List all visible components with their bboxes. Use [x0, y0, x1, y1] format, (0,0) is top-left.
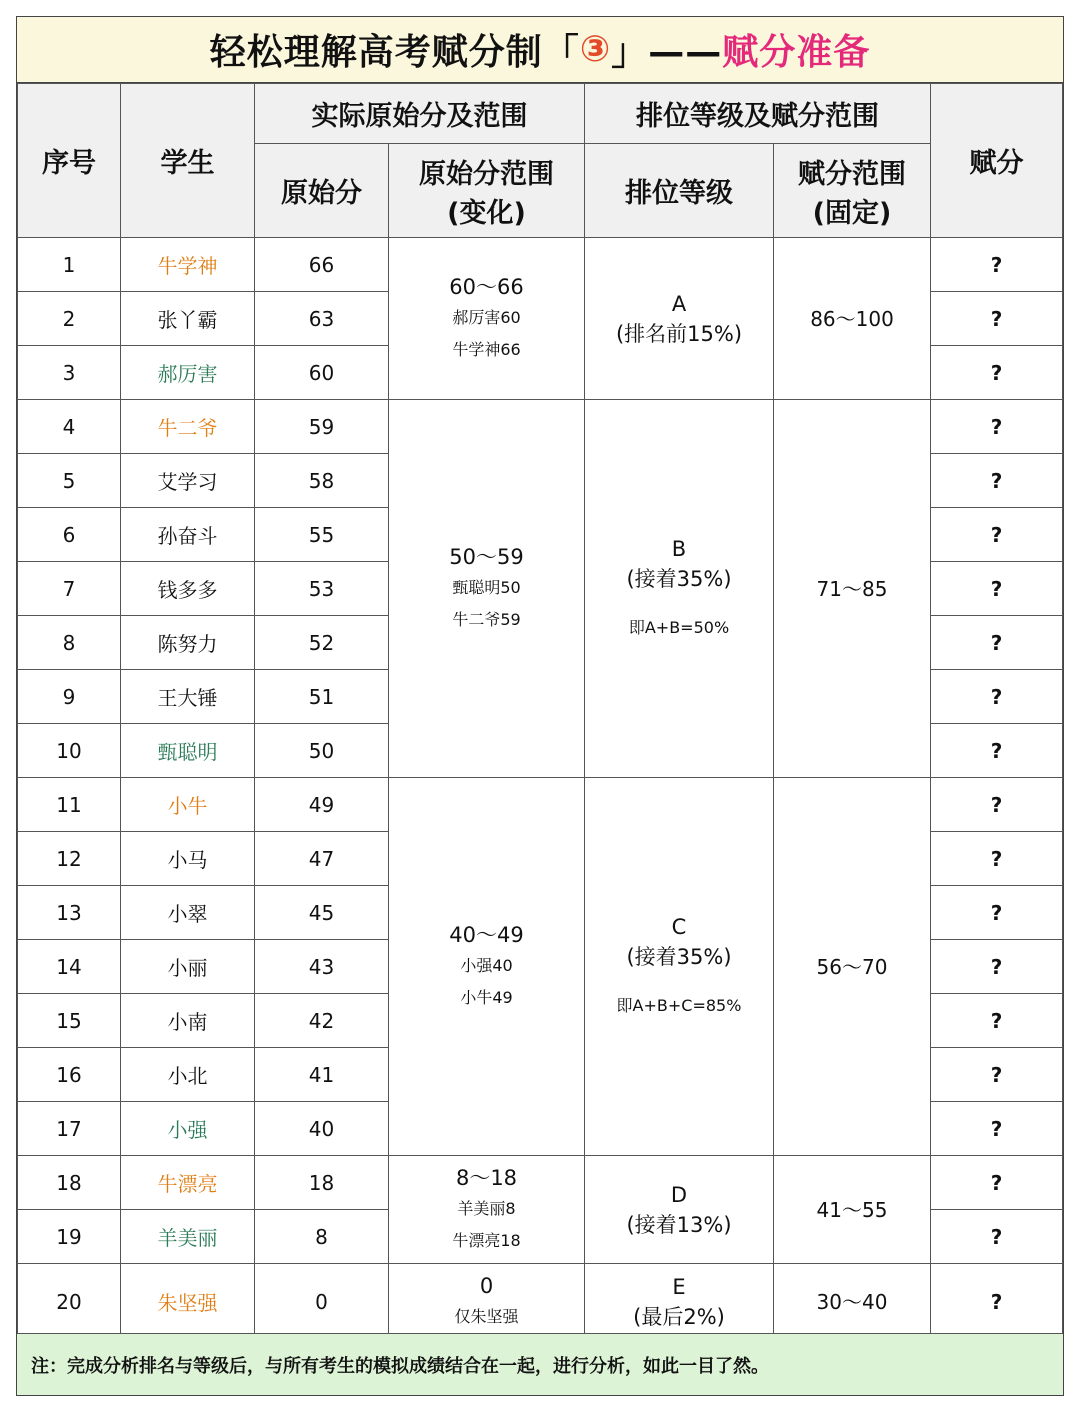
seq-cell: 2 — [18, 292, 121, 346]
grade-cell — [585, 1156, 774, 1264]
seq-cell: 18 — [18, 1156, 121, 1210]
seq-cell: 10 — [18, 724, 121, 778]
seq-cell: 1 — [18, 238, 121, 292]
grade-percent: (接着35%) — [626, 944, 732, 969]
assigned-score: ? — [931, 1210, 1063, 1264]
assigned-score: ? — [931, 778, 1063, 832]
header-rank-group: 排位等级及赋分范围 — [585, 84, 931, 144]
header-raw: 原始分 — [255, 144, 389, 238]
footnote: 注：完成分析排名与等级后，与所有考生的模拟成绩结合在一起，进行分析，如此一目了然。 — [17, 1333, 1063, 1395]
seq-cell: 11 — [18, 778, 121, 832]
grade-letter: B — [671, 536, 687, 561]
assign-range-cell: 56～70 — [774, 778, 931, 1156]
student-name: 张丫霸 — [121, 292, 255, 346]
header-raw-group: 实际原始分及范围 — [255, 84, 585, 144]
assigned-score: ? — [931, 724, 1063, 778]
raw-score: 53 — [255, 562, 389, 616]
grade-cell — [585, 1264, 774, 1340]
raw-range-value: 8～18 — [455, 1165, 518, 1190]
table-row — [18, 400, 1063, 454]
seq-cell: 7 — [18, 562, 121, 616]
seq-cell: 17 — [18, 1102, 121, 1156]
assign-range-cell: 86～100 — [774, 238, 931, 400]
assigned-score: ? — [931, 1102, 1063, 1156]
student-name: 小北 — [121, 1048, 255, 1102]
student-name: 小南 — [121, 994, 255, 1048]
assign-range-cell: 41～55 — [774, 1156, 931, 1264]
score-table — [17, 83, 1063, 1340]
raw-score: 43 — [255, 940, 389, 994]
assigned-score: ? — [931, 994, 1063, 1048]
raw-range-note: 牛二爷59 — [452, 609, 521, 629]
table-row — [18, 778, 1063, 832]
assigned-score: ? — [931, 292, 1063, 346]
student-name: 钱多多 — [121, 562, 255, 616]
student-name: 小丽 — [121, 940, 255, 994]
assigned-score: ? — [931, 1048, 1063, 1102]
assigned-score: ? — [931, 832, 1063, 886]
grade-percent: (接着35%) — [626, 566, 732, 591]
assign-range-cell: 30～40 — [774, 1264, 931, 1340]
assigned-score: ? — [931, 400, 1063, 454]
raw-range-note: 牛漂亮18 — [452, 1230, 521, 1250]
raw-range-value: 50～59 — [449, 544, 524, 569]
assigned-score: ? — [931, 238, 1063, 292]
student-name: 牛二爷 — [121, 400, 255, 454]
raw-score: 59 — [255, 400, 389, 454]
grade-cell — [585, 238, 774, 400]
raw-score: 60 — [255, 346, 389, 400]
seq-cell: 14 — [18, 940, 121, 994]
raw-range-note: 郝厉害60 — [452, 307, 521, 327]
seq-cell: 9 — [18, 670, 121, 724]
raw-range-cell — [389, 238, 585, 400]
table-body — [18, 238, 1063, 1340]
page-title — [17, 17, 1063, 83]
student-name: 朱坚强 — [121, 1264, 255, 1340]
seq-cell: 19 — [18, 1210, 121, 1264]
seq-cell: 13 — [18, 886, 121, 940]
raw-range-value: 40～49 — [449, 922, 524, 947]
assigned-score: ? — [931, 346, 1063, 400]
student-name: 小马 — [121, 832, 255, 886]
raw-range-cell — [389, 1156, 585, 1264]
student-name: 陈努力 — [121, 616, 255, 670]
raw-score: 42 — [255, 994, 389, 1048]
raw-range-value: 0 — [479, 1273, 494, 1298]
raw-range-note: 小牛49 — [460, 987, 513, 1007]
assigned-score: ? — [931, 562, 1063, 616]
grade-cell — [585, 400, 774, 778]
grade-letter: A — [671, 291, 687, 316]
grade-percent: (最后2%) — [633, 1304, 725, 1329]
header-score: 赋分 — [931, 84, 1063, 238]
raw-score: 8 — [255, 1210, 389, 1264]
table-row — [18, 1156, 1063, 1210]
assign-range-cell: 71～85 — [774, 400, 931, 778]
student-name: 艾学习 — [121, 454, 255, 508]
assigned-score: ? — [931, 670, 1063, 724]
header-rank: 排位等级 — [585, 144, 774, 238]
raw-range-note: 仅朱坚强 — [454, 1306, 519, 1326]
circled-number: ③ — [579, 29, 612, 70]
title-text: 轻松理解高考赋分制「 — [209, 32, 580, 73]
header-raw-range: 原始分范围 (变化) — [389, 144, 585, 238]
assigned-score: ? — [931, 508, 1063, 562]
raw-range-cell — [389, 400, 585, 778]
title-text-2: 」—— — [611, 32, 723, 73]
raw-score: 41 — [255, 1048, 389, 1102]
header-assign-range: 赋分范围 (固定) — [774, 144, 931, 238]
student-name: 羊美丽 — [121, 1210, 255, 1264]
raw-score: 52 — [255, 616, 389, 670]
assigned-score: ? — [931, 1156, 1063, 1210]
grade-cell — [585, 778, 774, 1156]
student-name: 王大锤 — [121, 670, 255, 724]
raw-score: 40 — [255, 1102, 389, 1156]
grade-cumulative: 即A+B=50% — [628, 617, 730, 637]
raw-range-cell — [389, 778, 585, 1156]
student-name: 小翠 — [121, 886, 255, 940]
table-row — [18, 1264, 1063, 1340]
seq-cell: 15 — [18, 994, 121, 1048]
grade-letter: E — [672, 1274, 686, 1299]
grade-cumulative: 即A+B+C=85% — [616, 995, 742, 1015]
seq-cell: 5 — [18, 454, 121, 508]
raw-score: 58 — [255, 454, 389, 508]
raw-range-note: 甄聪明50 — [452, 577, 521, 597]
raw-score: 49 — [255, 778, 389, 832]
table-row — [18, 238, 1063, 292]
raw-range-value: 60～66 — [449, 274, 524, 299]
raw-score: 47 — [255, 832, 389, 886]
raw-range-cell — [389, 1264, 585, 1340]
student-name: 甄聪明 — [121, 724, 255, 778]
student-name: 孙奋斗 — [121, 508, 255, 562]
raw-score: 0 — [255, 1264, 389, 1340]
raw-score: 55 — [255, 508, 389, 562]
grade-letter: C — [671, 914, 687, 939]
seq-cell: 3 — [18, 346, 121, 400]
raw-score: 66 — [255, 238, 389, 292]
raw-score: 50 — [255, 724, 389, 778]
title-highlight: 赋分准备 — [722, 32, 871, 73]
raw-range-note: 羊美丽8 — [457, 1198, 516, 1218]
raw-range-note: 牛学神66 — [452, 339, 521, 359]
header-seq: 序号 — [18, 84, 121, 238]
raw-score: 45 — [255, 886, 389, 940]
raw-score: 18 — [255, 1156, 389, 1210]
raw-range-note: 小强40 — [460, 955, 513, 975]
seq-cell: 20 — [18, 1264, 121, 1340]
seq-cell: 8 — [18, 616, 121, 670]
student-name: 郝厉害 — [121, 346, 255, 400]
seq-cell: 12 — [18, 832, 121, 886]
student-name: 牛漂亮 — [121, 1156, 255, 1210]
seq-cell: 4 — [18, 400, 121, 454]
grade-percent: (接着13%) — [626, 1212, 732, 1237]
seq-cell: 16 — [18, 1048, 121, 1102]
header-student: 学生 — [121, 84, 255, 238]
student-name: 小牛 — [121, 778, 255, 832]
seq-cell: 6 — [18, 508, 121, 562]
assigned-score: ? — [931, 886, 1063, 940]
raw-score: 51 — [255, 670, 389, 724]
raw-score: 63 — [255, 292, 389, 346]
assigned-score: ? — [931, 1264, 1063, 1340]
grade-letter: D — [670, 1182, 688, 1207]
assigned-score: ? — [931, 940, 1063, 994]
assigned-score: ? — [931, 616, 1063, 670]
grade-percent: (排名前15%) — [615, 321, 743, 346]
student-name: 牛学神 — [121, 238, 255, 292]
score-sheet — [16, 16, 1064, 1396]
student-name: 小强 — [121, 1102, 255, 1156]
assigned-score: ? — [931, 454, 1063, 508]
